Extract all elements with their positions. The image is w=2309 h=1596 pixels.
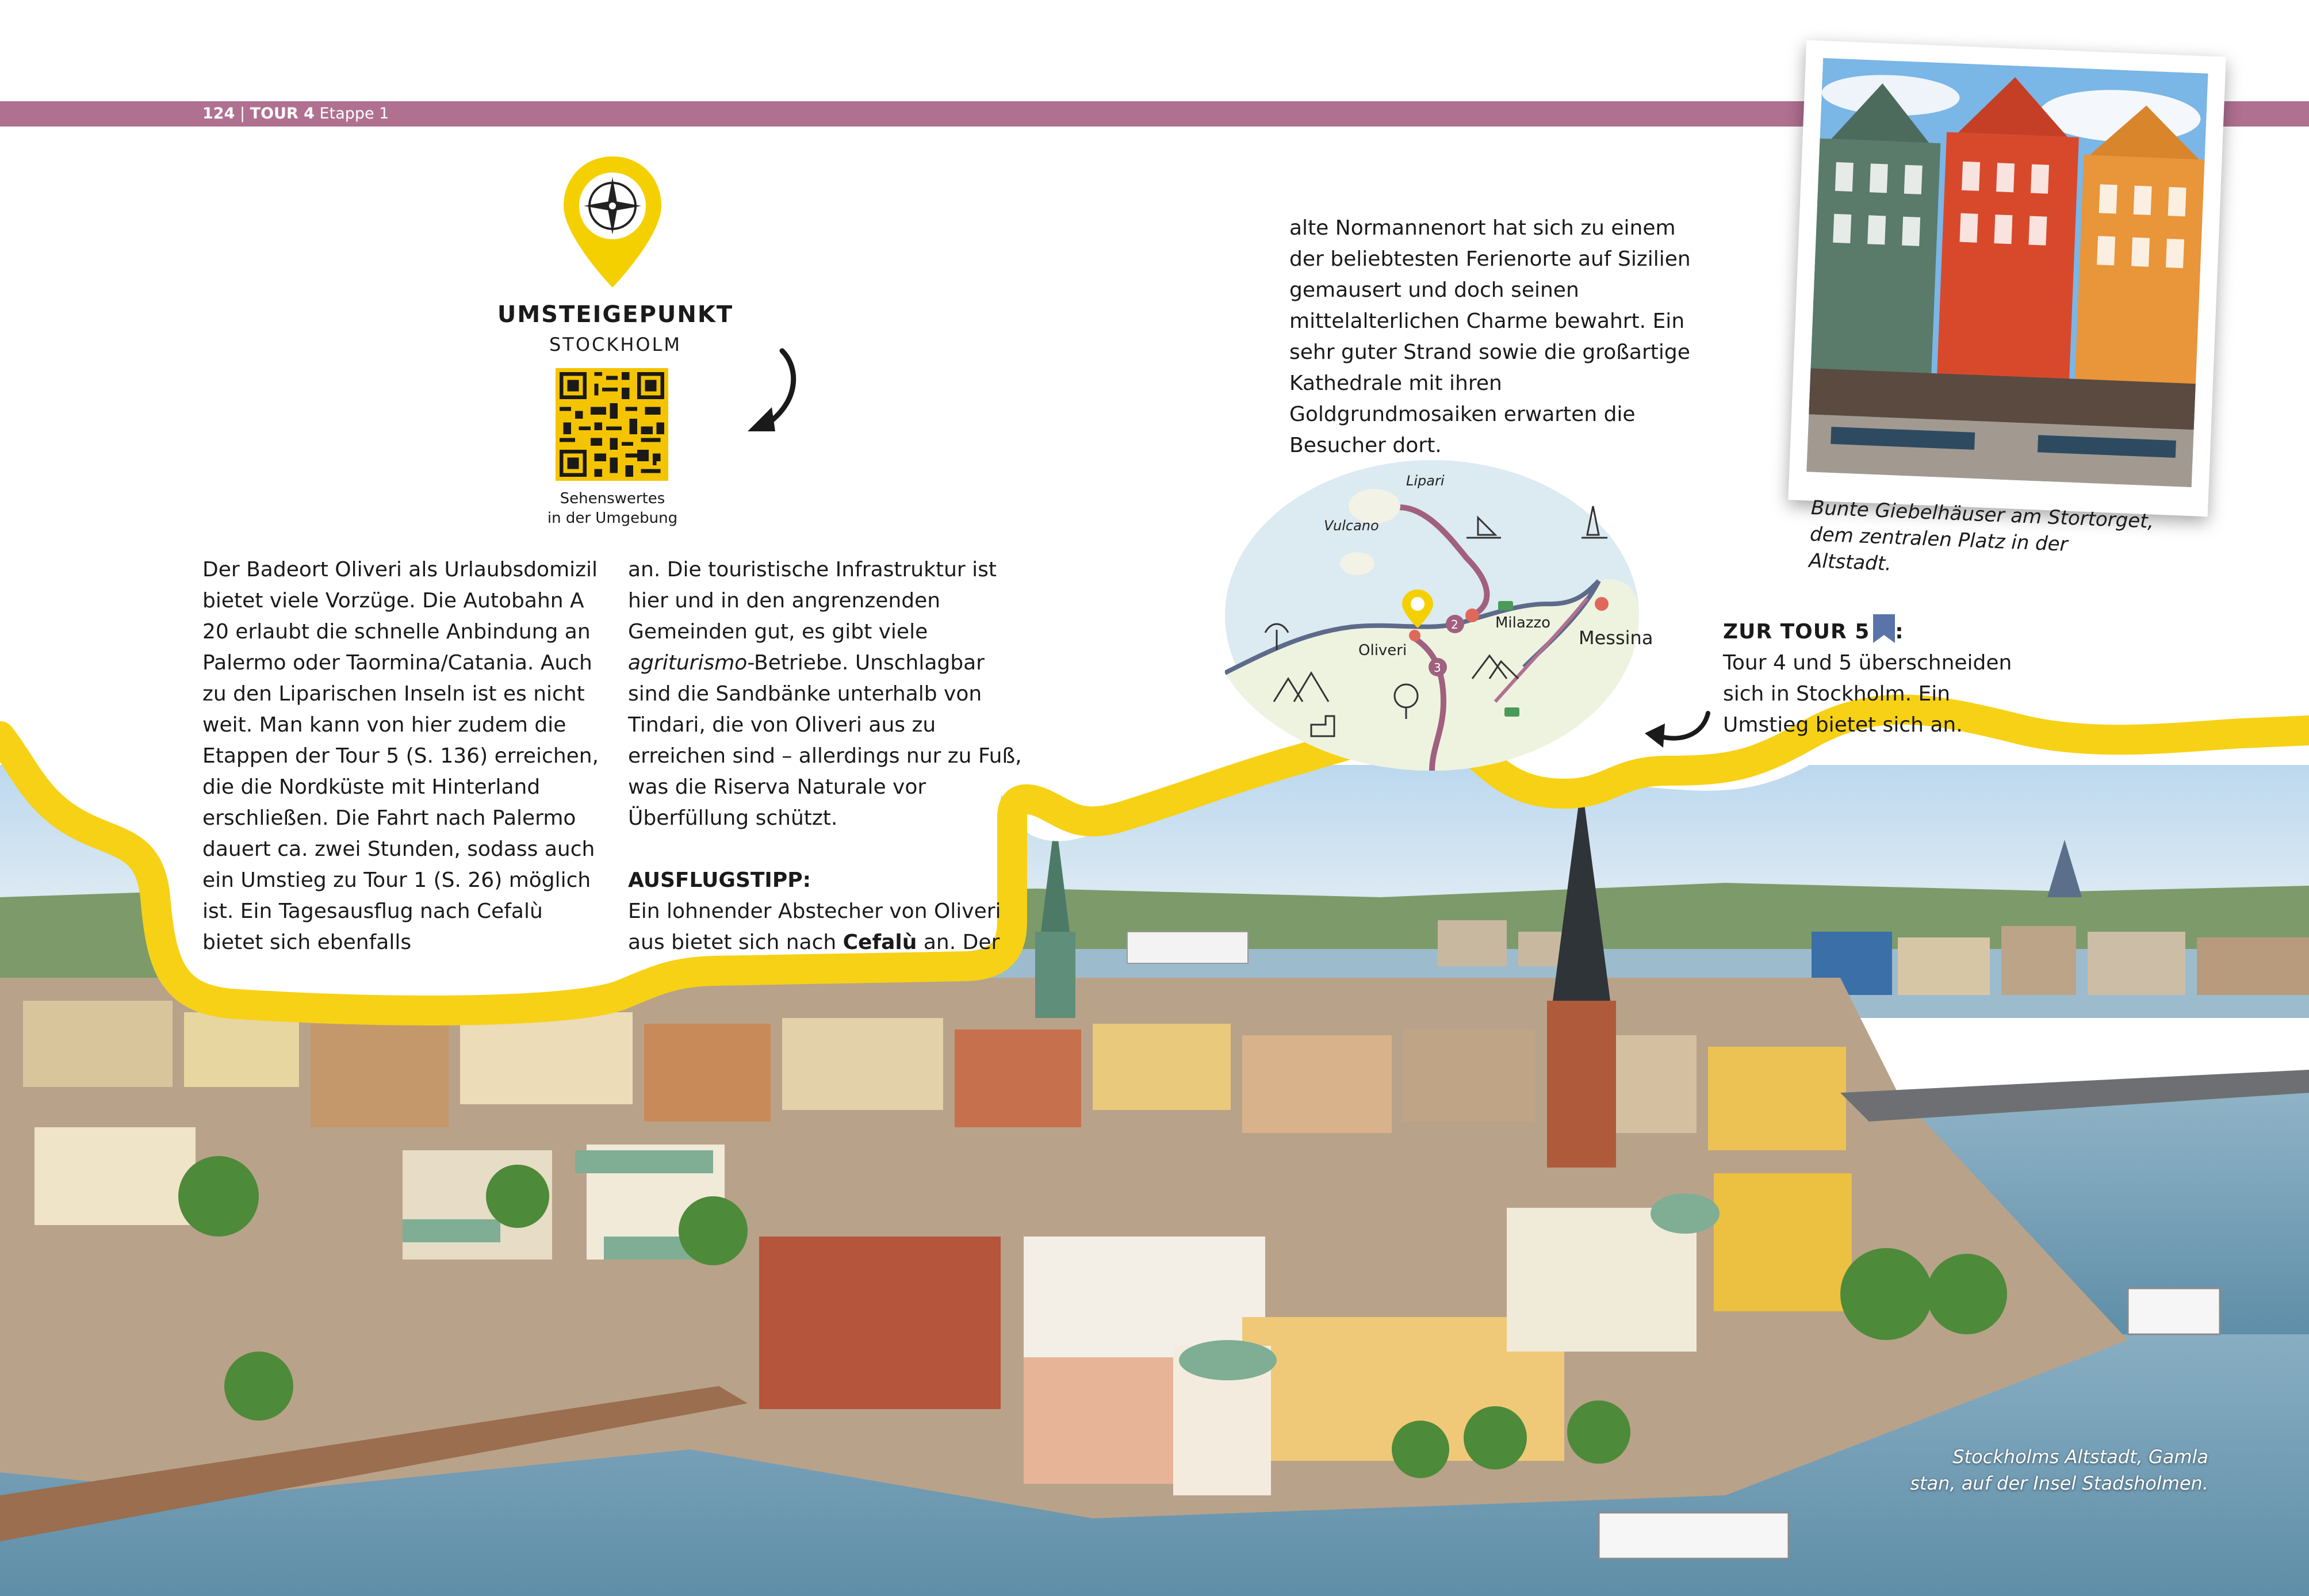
map-label-milazzo: Milazzo bbox=[1495, 614, 1551, 631]
curved-arrow-left-icon bbox=[1639, 702, 1714, 753]
tour5-colon: : bbox=[1895, 620, 1904, 644]
paragraph-oliveri: Der Badeort Oliveri als Urlaubsdomizil bietet viele Vorzüge. Die Autobahn A 20 erlaubt die schnelle Anbindung an Palermo oder Taormina/Catania. Auch zu den Liparischen Inseln ist es nicht weit. Man kann von hier zudem die Etappen der Tour 5 (S. 136) erreichen, die die Nordküste mit Hinterland erschließen. Die Fahrt nach Palermo dauert ca. zwei Stunden, sodass auch ein Umstieg zu Tour 1 (S. 26) möglich ist. Ein Tagesausflug nach Cefalù bietet sich ebenfalls bbox=[202, 558, 599, 954]
transfer-point-city: STOCKHOLM bbox=[549, 334, 682, 355]
cefalu-highlight: Cefalù bbox=[843, 931, 917, 954]
qr-code[interactable] bbox=[556, 368, 668, 481]
body-column-3 bbox=[1289, 213, 1692, 461]
paragraph-infrastructure-b: -Betriebe. Unschlagbar sind die Sandbänke unterhalb von Tindari, die von Oliveri aus zu erreichen sind – allerdings nur zu Fuß, was die Riserva Naturale vor Überfüllung schützt. bbox=[628, 651, 1022, 830]
excursion-tip-text-a: Ein lohnender Abstecher von Oliveri aus bietet sich nach bbox=[628, 900, 1001, 954]
qr-caption-line-1: Sehenswertes bbox=[560, 490, 665, 507]
body-column-1 bbox=[202, 554, 605, 958]
header-separator: | bbox=[239, 105, 246, 123]
curved-arrow-icon bbox=[742, 345, 805, 437]
stage-label: Etappe 1 bbox=[319, 105, 389, 123]
main-photo-caption-line-2: stan, auf der Insel Stadsholmen. bbox=[1910, 1472, 2208, 1494]
running-header bbox=[202, 104, 389, 124]
agriturismo-term: agriturismo bbox=[628, 651, 748, 675]
svg-text:3: 3 bbox=[1434, 661, 1441, 675]
tour5-crossref bbox=[1723, 614, 2022, 741]
compass-pin-icon bbox=[558, 151, 667, 294]
map-label-vulcano: Vulcano bbox=[1324, 518, 1379, 534]
tour5-text: Tour 4 und 5 überschneiden sich in Stockholm. Ein Umstieg bietet sich an. bbox=[1723, 651, 2012, 737]
body-column-2 bbox=[628, 554, 1031, 958]
excursion-tip-text bbox=[628, 896, 1031, 958]
page-number: 124 bbox=[202, 105, 235, 123]
svg-text:2: 2 bbox=[1451, 618, 1458, 631]
paragraph-infrastructure bbox=[628, 554, 1031, 834]
map-label-lipari: Lipari bbox=[1406, 473, 1445, 489]
polaroid-photo-frame bbox=[1788, 40, 2226, 517]
polaroid-caption: Bunte Giebelhäuser am Stortorget, dem zentralen Platz in der Altstadt. bbox=[1808, 496, 2155, 576]
excursion-tip-heading: AUSFLUGSTIPP: bbox=[628, 868, 811, 892]
tour-label: TOUR 4 bbox=[250, 105, 315, 123]
route-map bbox=[1225, 460, 1653, 771]
tour5-heading: ZUR TOUR 5 bbox=[1723, 620, 1870, 644]
map-label-messina: Messina bbox=[1579, 627, 1653, 649]
stortorget-photo bbox=[1806, 58, 2208, 487]
bookmark-icon bbox=[1873, 614, 1895, 643]
main-photo-caption bbox=[1869, 1444, 2208, 1497]
main-photo-caption-line-1: Stockholms Altstadt, Gamla bbox=[1952, 1446, 2208, 1468]
paragraph-cefalu: alte Normannenort hat sich zu einem der beliebtesten Ferienorte auf Sizilien gemausert und doch seinen mittelalterlichen Charme bewahrt. Ein sehr guter Strand sowie die großartige Kathedrale mit ihren Goldgrundmosaiken erwarten die Besucher dort. bbox=[1289, 216, 1691, 457]
qr-caption bbox=[518, 489, 707, 528]
map-artwork bbox=[1225, 460, 1639, 771]
transfer-point-title: UMSTEIGEPUNKT bbox=[497, 301, 734, 328]
map-label-oliveri: Oliveri bbox=[1358, 642, 1407, 659]
qr-caption-line-2: in der Umgebung bbox=[547, 510, 678, 527]
paragraph-infrastructure-a: an. Die touristische Infrastruktur ist hier und in den angrenzenden Gemeinden gut, es gibt viele bbox=[628, 558, 997, 644]
excursion-tip-text-b: an. Der bbox=[917, 931, 1000, 954]
